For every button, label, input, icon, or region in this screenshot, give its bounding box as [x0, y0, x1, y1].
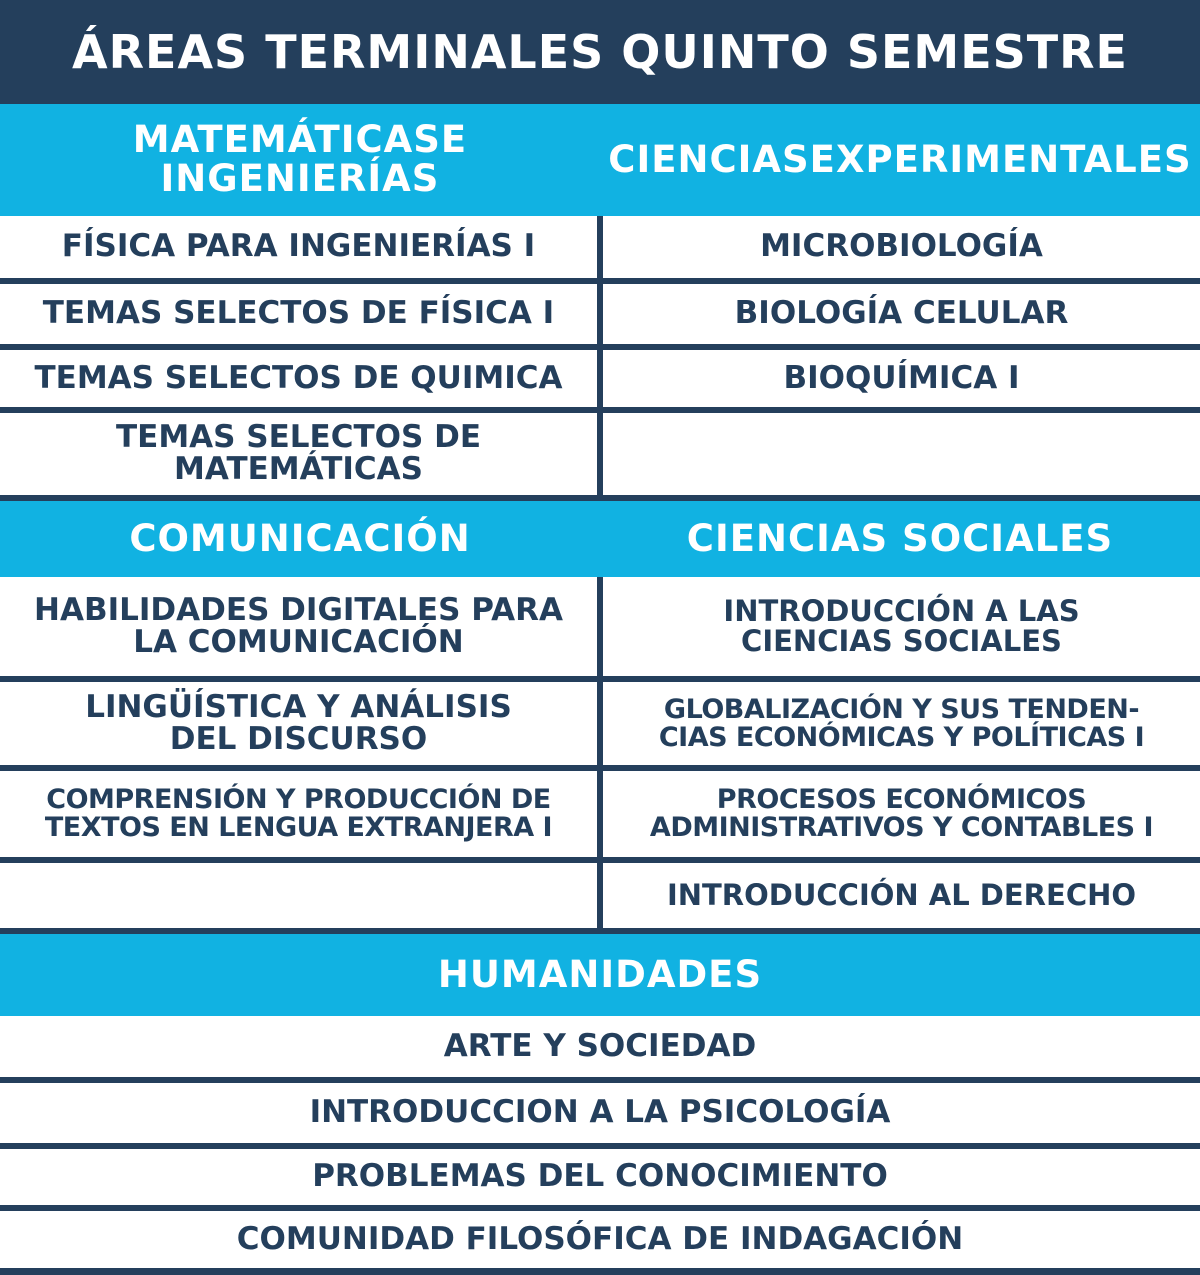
subject-label: TEMAS SELECTOS DE	[116, 419, 481, 456]
subject-label: GLOBALIZACIÓN Y SUS TENDEN-	[663, 693, 1140, 725]
subject-cell	[603, 216, 1200, 278]
subject-label: MICROBIOLOGÍA	[760, 228, 1043, 265]
subject-label: MATEMÁTICAS	[174, 451, 423, 487]
subject-label: DEL DISCURSO	[169, 720, 428, 757]
subject-cell	[603, 863, 1200, 928]
row-divider	[0, 1268, 1200, 1275]
subject-label: TEMAS SELECTOS DE FÍSICA I	[42, 295, 555, 332]
subject-label: TEXTOS EN LENGUA EXTRANJERA I	[44, 812, 553, 843]
subject-cell	[0, 1016, 1200, 1077]
subject-cell	[0, 1149, 1200, 1205]
subject-label: ARTE Y SOCIEDAD	[443, 1027, 757, 1064]
heading-line: MATEMÁTICAS	[132, 118, 441, 162]
subject-label: BIOQUÍMICA I	[783, 359, 1020, 396]
subject-cell	[0, 1211, 1200, 1268]
subject-cell	[0, 216, 597, 278]
subject-cell	[0, 1083, 1200, 1143]
subject-label: BIOLOGÍA CELULAR	[734, 295, 1069, 332]
subject-cell	[603, 284, 1200, 344]
heading-matematicas-ingenierias	[0, 104, 600, 216]
subject-cell	[0, 350, 597, 407]
subject-label: LA COMUNICACIÓN	[133, 623, 464, 660]
subject-cell	[603, 577, 1200, 676]
subject-label: LINGÜÍSTICA Y ANÁLISIS	[85, 688, 512, 725]
subject-label: CIENCIAS SOCIALES	[741, 623, 1062, 658]
subject-label: INTRODUCCIÓN A LAS	[723, 593, 1080, 628]
page-title: ÁREAS TERMINALES QUINTO SEMESTRE	[0, 0, 1200, 104]
heading-ciencias-experimentales	[600, 104, 1200, 216]
subject-cell	[0, 771, 597, 857]
heading-line: CIENCIAS	[608, 137, 810, 181]
subject-cell	[603, 350, 1200, 407]
heading-ciencias-sociales: CIENCIAS SOCIALES	[686, 516, 1114, 560]
subject-label: COMPRENSIÓN Y PRODUCCIÓN DE	[46, 784, 551, 816]
subject-cell	[0, 284, 597, 344]
subject-cell	[603, 771, 1200, 857]
subject-cell	[0, 413, 597, 495]
heading-line: E INGENIERÍAS	[160, 118, 468, 200]
subject-label: TEMAS SELECTOS DE QUIMICA	[34, 359, 563, 396]
subject-label: COMUNIDAD FILOSÓFICA DE INDAGACIÓN	[236, 1220, 964, 1257]
heading-line: EXPERIMENTALES	[809, 137, 1192, 181]
subject-label: PROCESOS ECONÓMICOS	[716, 784, 1087, 816]
subject-label: ADMINISTRATIVOS Y CONTABLES I	[649, 812, 1154, 843]
heading-comunicacion: COMUNICACIÓN	[129, 516, 471, 560]
heading-humanidades: HUMANIDADES	[437, 952, 763, 996]
subject-label: PROBLEMAS DEL CONOCIMIENTO	[312, 1158, 888, 1195]
subject-cell	[603, 682, 1200, 765]
subject-cell	[0, 682, 597, 765]
subject-cell	[0, 577, 597, 676]
subject-label: FÍSICA PARA INGENIERÍAS I	[61, 228, 536, 265]
subject-label: INTRODUCCION A LA PSICOLOGÍA	[309, 1094, 891, 1131]
subject-label: INTRODUCCIÓN AL DERECHO	[666, 877, 1137, 912]
subject-label: HABILIDADES DIGITALES PARA	[34, 591, 563, 628]
subject-label: CIAS ECONÓMICAS Y POLÍTICAS I	[658, 721, 1145, 753]
